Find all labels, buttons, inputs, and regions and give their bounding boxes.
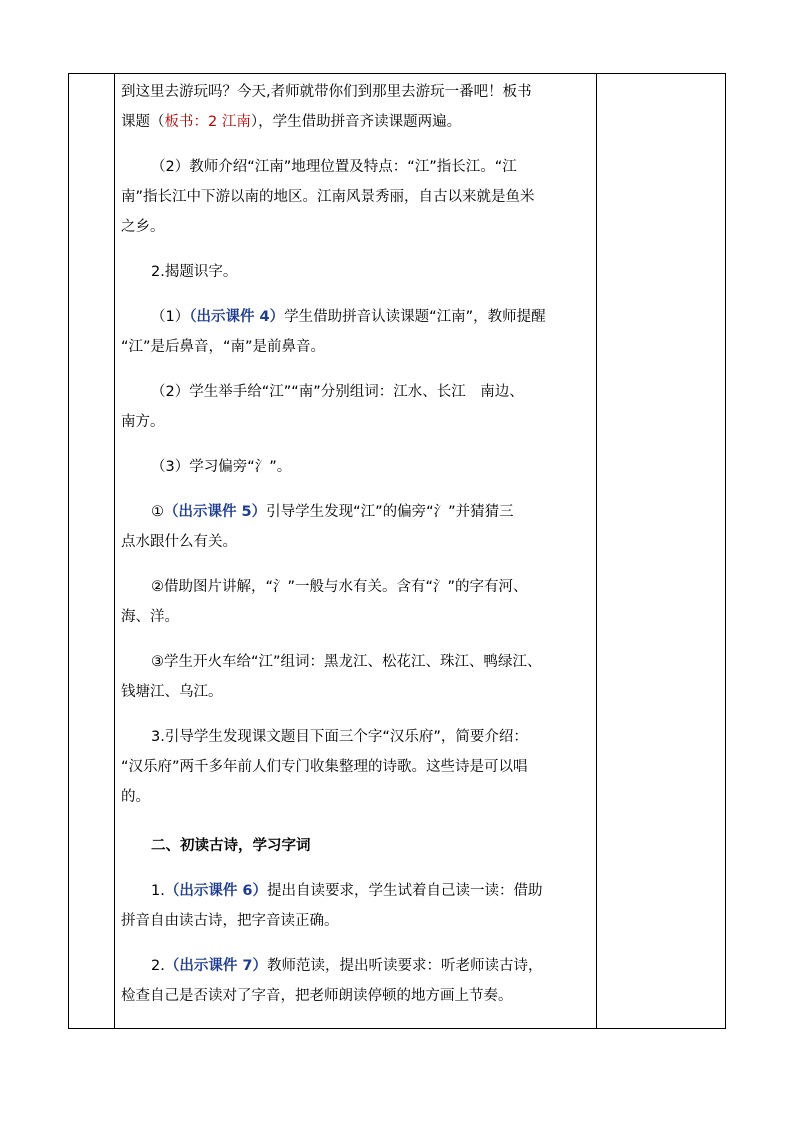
text-line: [151, 836, 311, 856]
courseware-ref: （出示课件 7）: [164, 958, 267, 974]
text-line: [151, 157, 517, 177]
text-segment: ③学生开火车给“江”组词：黑龙江、松花江、珠江、鸭绿江、: [151, 654, 542, 670]
text-line: [121, 337, 325, 357]
text-segment: 检查自己是否读对了字音，把老师朗读停顿的地方画上节奏。: [121, 988, 513, 1004]
courseware-ref: （出示课件 4）: [189, 309, 285, 325]
text-line: [151, 307, 546, 327]
text-segment: 2.揭题识字。: [151, 264, 238, 280]
courseware-ref: （出示课件 6）: [164, 883, 267, 899]
left-column: [69, 74, 115, 1028]
text-line: [121, 217, 165, 237]
text-segment: 点水跟什么有关。: [121, 534, 237, 550]
text-segment: （1）: [151, 309, 190, 325]
text-line: [121, 187, 535, 207]
text-segment: 3.引导学生发现课文题目下面三个字“汉乐府”，简要介绍：: [151, 729, 528, 745]
text-segment: 引导学生发现“江”的偏旁“氵”并猜猜三: [266, 504, 514, 520]
text-segment: 的。: [121, 789, 150, 805]
text-segment: 教师范读，提出听读要求：听老师读古诗，: [266, 958, 543, 974]
text-segment: 南”指长江中下游以南的地区。江南风景秀丽，自古以来就是鱼米: [121, 189, 535, 205]
text-segment: 海、洋。: [121, 609, 179, 625]
text-line: [121, 911, 339, 931]
text-line: [121, 412, 165, 432]
text-line: [121, 112, 461, 132]
text-segment: 2.: [151, 958, 165, 974]
text-segment: 提出自读要求，学生试着自己读一读：借助: [266, 883, 543, 899]
text-segment: 1.: [151, 883, 165, 899]
text-line: [151, 727, 528, 747]
text-line: [151, 956, 542, 976]
text-line: [121, 607, 179, 627]
text-segment: ①: [151, 504, 164, 520]
lesson-table: [68, 73, 726, 1029]
text-segment: 学生借助拼音认读课题“江南”，教师提醒: [284, 309, 546, 325]
text-segment: 课题（: [121, 114, 165, 130]
text-line: [121, 986, 513, 1006]
text-segment: ），学生借助拼音齐读课题两遍。: [250, 114, 462, 130]
text-line: [151, 502, 514, 522]
courseware-ref: （出示课件 5）: [164, 504, 267, 520]
text-line: [121, 757, 528, 777]
text-line: [121, 682, 223, 702]
text-line: [151, 382, 524, 402]
right-column: [597, 74, 725, 1028]
blackboard-note: 板书：2 江南: [164, 114, 251, 130]
text-line: [151, 881, 542, 901]
text-segment: （3）学习偏旁“氵”。: [151, 459, 292, 475]
text-line: [151, 457, 291, 477]
section-heading: 二、初读古诗，学习字词: [151, 838, 311, 854]
text-segment: 到这里去游玩吗？今天,者师就带你们到那里去游玩一番吧！板书: [121, 84, 532, 100]
text-line: [121, 532, 237, 552]
text-line: [151, 577, 528, 597]
text-line: [121, 82, 532, 102]
text-segment: ②借助图片讲解，“氵”一般与水有关。含有“氵”的字有河、: [151, 579, 528, 595]
text-segment: （2）教师介绍“江南”地理位置及特点：“江”指长江。“江: [151, 159, 517, 175]
text-segment: 南方。: [121, 414, 165, 430]
text-line: [151, 652, 542, 672]
text-segment: “汉乐府”两千多年前人们专门收集整理的诗歌。这些诗是可以唱: [121, 759, 528, 775]
text-segment: 钱塘江、乌江。: [121, 684, 223, 700]
text-segment: “江”是后鼻音，“南”是前鼻音。: [121, 339, 326, 355]
text-line: [121, 787, 150, 807]
text-segment: 之乡。: [121, 219, 165, 235]
text-segment: 拼音自由读古诗，把字音读正确。: [121, 913, 339, 929]
text-line: [151, 262, 237, 282]
text-segment: （2）学生举手给“江”“南”分别组词：江水、长江 南边、: [151, 384, 524, 400]
